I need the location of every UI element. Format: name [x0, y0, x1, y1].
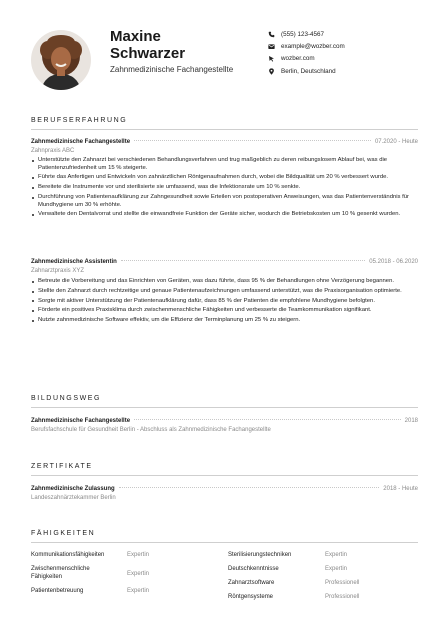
- certificate-issuer: Landeszahnärztekammer Berlin: [31, 495, 116, 501]
- dotted-leader: [121, 260, 365, 261]
- contact-list: [268, 28, 438, 77]
- avatar: [31, 30, 91, 90]
- last-name: Schwarzer: [110, 45, 186, 62]
- first-name: Maxine: [110, 28, 161, 45]
- list-item: Betreute die Vorbereitung und das Einrichten von Geräten, was dazu führte, dass 95 % der Behandlungen ohne Verzögerung begannen.: [31, 278, 418, 286]
- skill-name: Patientenbetreuung: [31, 588, 84, 594]
- skill-level: Expertin: [127, 571, 150, 577]
- list-item: Sorgte mit aktiver Unterstützung der Patientenaufklärung dafür, dass 85 % der Patienten die empfohlene Mundhygiene befolgten.: [31, 298, 418, 306]
- skill-name: Zwischenmenschliche Fähigkeiten: [31, 566, 90, 580]
- list-item: Führte das Anfertigen und Entwickeln von zahnärztlichen Röntgenaufnahmen durch, wobei die Bildqualität um 20 % verbessert wurde.: [31, 174, 418, 182]
- education-header: [31, 418, 418, 424]
- certificate-name: Zahnmedizinische Zulassung: [31, 486, 115, 492]
- dotted-leader: [119, 487, 380, 488]
- skill-level: Expertin: [325, 552, 348, 558]
- experience-heading: BERUFSERFAHRUNG: [31, 117, 128, 124]
- skills-heading: FÄHIGKEITEN: [31, 530, 96, 537]
- job-bullets: [31, 157, 418, 221]
- job-header: [31, 139, 418, 145]
- dotted-leader: [134, 140, 371, 141]
- education-degree: Zahnmedizinische Fachangestellte: [31, 418, 131, 424]
- contact-website[interactable]: [268, 53, 438, 65]
- list-item: Durchführung von Patientenaufklärung zur Zahngesundheit sowie Erteilen von postoperativen Anweisungen, was das Patientenverständnis für Mundhygiene um 30 % erhöhte.: [31, 194, 418, 209]
- list-item: Unterstützte den Zahnarzt bei verschiedenen Behandlungsverfahren und trug maßgeblich zu deren reibungslosem Ablauf bei, was die Patientenzufriedenheit um 15 % steigerte.: [31, 157, 418, 172]
- contact-phone-text: (555) 123-4567: [281, 30, 325, 38]
- skill-level: Expertin: [127, 552, 150, 558]
- contact-website-text: wozber.com: [281, 55, 315, 63]
- job-header: [31, 259, 418, 265]
- certificate-header: [31, 486, 418, 492]
- dotted-leader: [134, 419, 401, 420]
- job-role: Zahnmedizinische Assistentin: [31, 259, 117, 265]
- job-title: Zahnmedizinische Fachangestellte: [110, 65, 234, 74]
- list-item: Stellte den Zahnarzt durch rechtzeitige und genaue Patientenaufzeichnungen umfassend unterstützt, was die Praxisorganisation optimierte.: [31, 288, 418, 296]
- list-item: Nutzte zahnmedizinische Software effektiv, um die Effizienz der Terminplanung um 25 % zu steigern.: [31, 317, 418, 325]
- skill-name: Sterilisierungstechniken: [228, 552, 292, 558]
- education-date: 2018: [404, 418, 418, 424]
- list-item: Verwaltete den Dentalvorrat und stellte die einwandfreie Funktion der Geräte sicher, wodurch die Betriebskosten um 10 % gesenkt wurden.: [31, 211, 418, 219]
- certificate-date: 2018 - Heute: [383, 486, 418, 492]
- skill-name: Zahnarztsoftware: [228, 580, 275, 586]
- skill-level: Professionell: [325, 594, 360, 600]
- skill-level: Expertin: [325, 566, 348, 572]
- job-role: Zahnmedizinische Fachangestellte: [31, 139, 131, 145]
- education-divider: [31, 407, 418, 408]
- experience-divider: [31, 129, 418, 130]
- certificates-divider: [31, 475, 418, 476]
- contact-phone[interactable]: [268, 28, 438, 40]
- job-date: 07.2020 - Heute: [374, 139, 418, 145]
- contact-email-text: example@wozber.com: [281, 42, 345, 50]
- phone-icon: [268, 31, 275, 38]
- education-heading: BILDUNGSWEG: [31, 395, 102, 402]
- job-company: Zahnpraxis ABC: [31, 148, 75, 154]
- certificates-heading: ZERTIFIKATE: [31, 463, 93, 470]
- candidate-name: [110, 28, 260, 62]
- contact-location: [268, 65, 438, 77]
- profile-photo: [31, 30, 91, 90]
- contact-location-text: Berlin, Deutschland: [281, 67, 336, 75]
- skill-level: Expertin: [127, 588, 150, 594]
- link-icon: [268, 55, 275, 62]
- list-item: Bereitete die Instrumente vor und sterilisierte sie umfassend, was die Infektionsrate um 10 % senkte.: [31, 184, 418, 192]
- education-detail: Berufsfachschule für Gesundheit Berlin - Abschluss als Zahnmedizinische Fachangestellte: [31, 427, 271, 433]
- mail-icon: [268, 43, 275, 50]
- job-bullets: [31, 278, 418, 327]
- skill-name: Deutschkenntnisse: [228, 566, 279, 572]
- skill-name: Kommunikationsfähigkeiten: [31, 552, 105, 558]
- skills-divider: [31, 542, 418, 543]
- job-company: Zahnarztpraxis XYZ: [31, 268, 85, 274]
- contact-email[interactable]: [268, 40, 438, 52]
- skill-name: Röntgensysteme: [228, 594, 274, 600]
- location-pin-icon: [268, 68, 275, 75]
- list-item: Förderte ein positives Praxisklima durch zwischenmenschliche Fähigkeiten und verbesserte die Teamkommunikation signifikant.: [31, 307, 418, 315]
- skill-level: Professionell: [325, 580, 360, 586]
- job-date: 05.2018 - 06.2020: [369, 259, 418, 265]
